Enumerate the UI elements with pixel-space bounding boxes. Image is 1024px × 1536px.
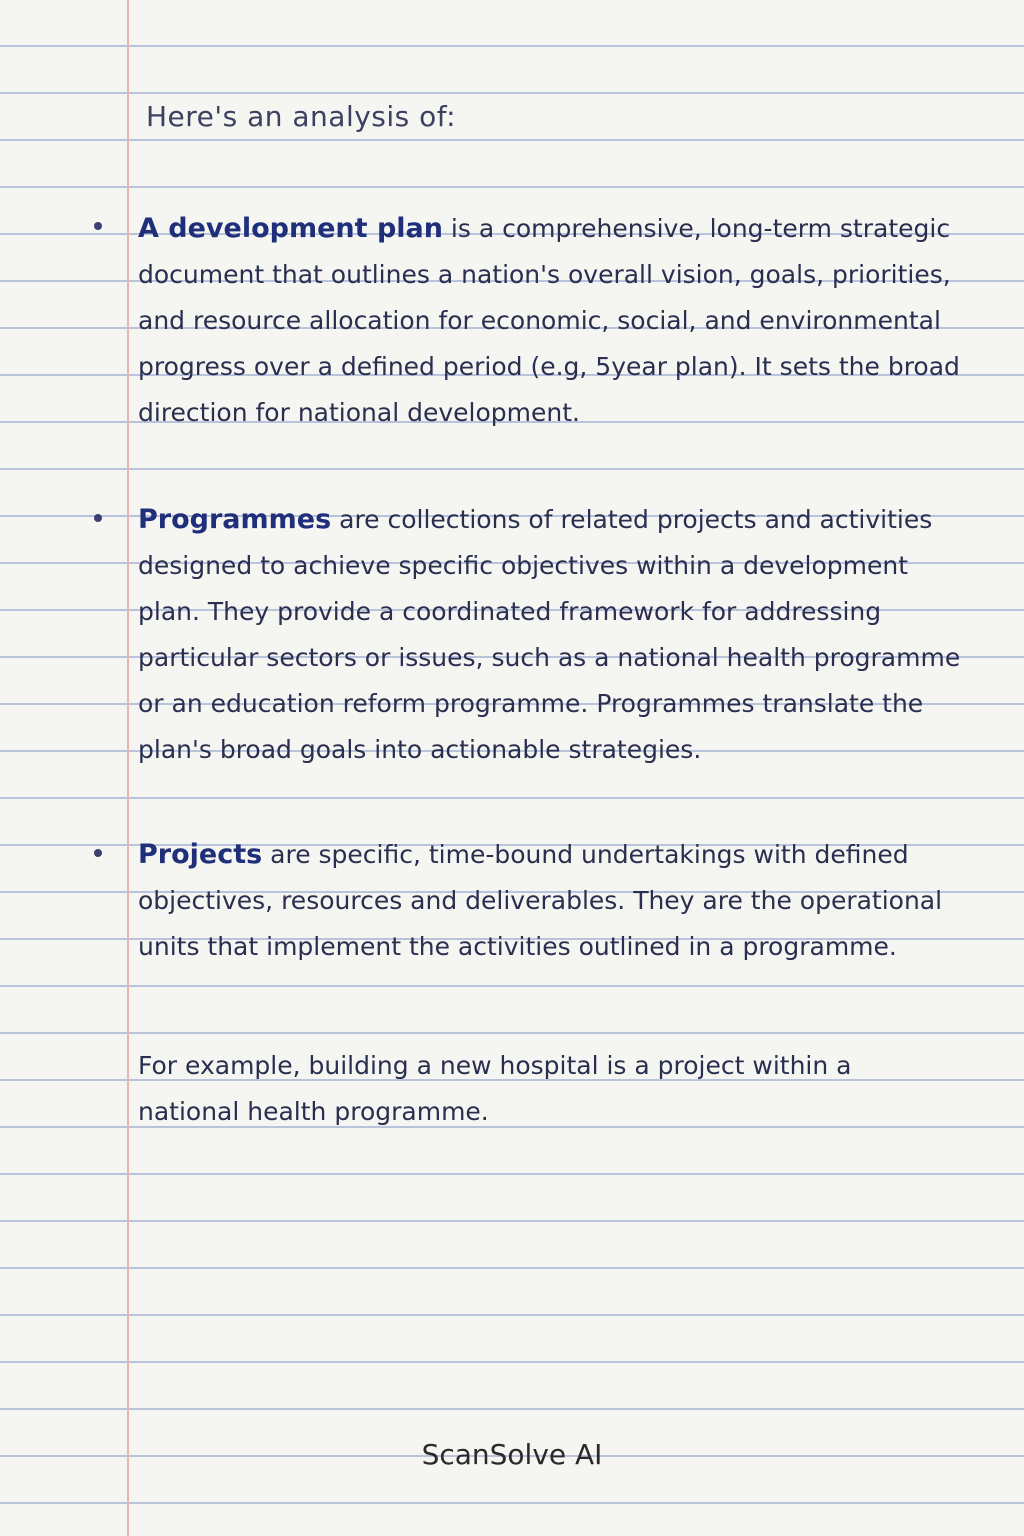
bullet-icon bbox=[94, 514, 102, 522]
term-label: Projects bbox=[138, 839, 263, 870]
list-item-text bbox=[138, 497, 968, 773]
term-description: is a comprehensive, long-term strategic document that outlines a nation's overall vision, goals, priorities, and resource allocation for economic, social, and environmental progress over a defined period (e.g, 5year plan). It sets the broad direction for national development. bbox=[138, 214, 960, 427]
footer-brand: ScanSolve AI bbox=[421, 1438, 603, 1471]
list-item-text bbox=[138, 206, 968, 436]
bullet-icon bbox=[94, 849, 102, 857]
term-label: Programmes bbox=[138, 504, 332, 535]
term-description: are collections of related projects and activities designed to achieve specific objectives within a development plan. They provide a coordinated framework for addressing particular sectors or issues, such as a national health programme or an education reform programme. Programmes translate the plan's broad goals into actionable strategies. bbox=[138, 505, 961, 764]
bullet-icon bbox=[94, 222, 102, 230]
term-label: A development plan bbox=[138, 213, 443, 244]
page-heading: Here's an analysis of: bbox=[146, 100, 457, 133]
example-paragraph: For example, building a new hospital is a project within a national health programme. bbox=[138, 1051, 852, 1126]
list-item-text bbox=[138, 832, 968, 970]
term-description: are specific, time-bound undertakings with defined objectives, resources and deliverables. They are the operational units that implement the activities outlined in a programme. bbox=[138, 840, 943, 961]
